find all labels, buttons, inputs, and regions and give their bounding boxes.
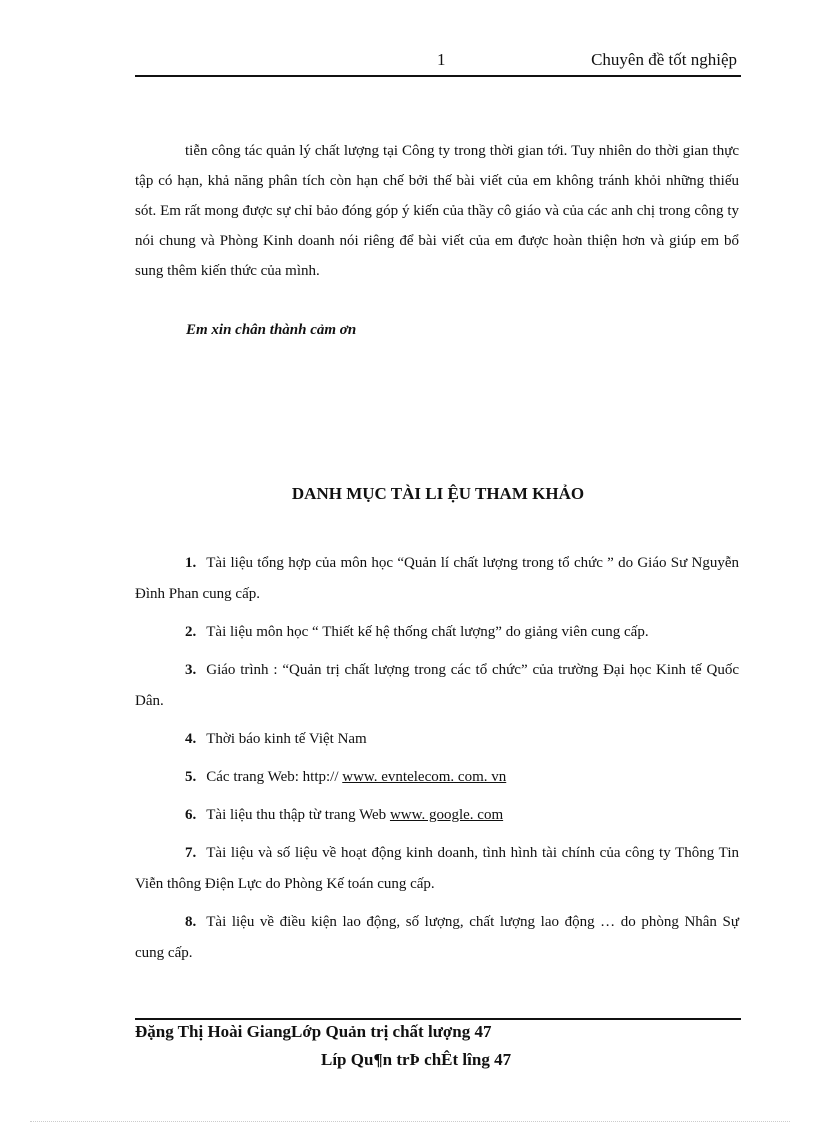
header-rule	[135, 75, 741, 77]
reference-item	[135, 838, 739, 900]
reference-number: 8.	[185, 914, 197, 930]
reference-text: Tài liệu và số liệu về hoạt động kinh doanh, tình hình tài chính của công ty Thông Tin Viễn thông Điện Lực do Phòng Kế toán cung cấp.	[135, 845, 739, 892]
google-link[interactable]: www. google. com	[389, 807, 504, 823]
reference-item	[135, 724, 739, 755]
reference-number: 4.	[185, 731, 197, 747]
reference-number: 5.	[185, 769, 197, 785]
thanks-line: Em xin chân thành cảm ơn	[186, 322, 357, 338]
page-bottom-divider	[30, 1121, 790, 1122]
reference-item	[135, 548, 739, 610]
reference-text: Tài liệu thu thập từ trang Web	[206, 807, 390, 823]
reference-text: Tài liệu tổng hợp của môn học “Quản lí chất lượng trong tổ chức ” do Giáo Sư Nguyễn Đình Phan cung cấp.	[135, 555, 739, 602]
reference-number: 2.	[185, 624, 197, 640]
footer-class-garbled: Líp Qu¶n trÞ chÊt lîng 47	[321, 1050, 512, 1069]
reference-text: Các trang Web: http://	[206, 769, 343, 785]
page-number: 1	[437, 50, 446, 69]
reference-text: Tài liệu môn học “ Thiết kế hệ thống chất lượng” do giảng viên cung cấp.	[206, 624, 649, 640]
footer-rule	[135, 1018, 741, 1020]
header-title: Chuyên đề tốt nghiệp	[591, 50, 737, 69]
intro-paragraph: tiễn công tác quản lý chất lượng tại Công ty trong thời gian tới. Tuy nhiên do thời gian thực tập có hạn, khả năng phân tích còn hạn chế bởi thế bài viết của em không tránh khỏi những thiếu sót. Em rất mong được sự chỉ bảo đóng góp ý kiến của thầy cô giáo và của các anh chị trong công ty nói chung và Phòng Kinh doanh nói riêng để bài viết của em được hoàn thiện hơn và giúp em bổ sung thêm kiến thức của mình.	[135, 143, 739, 279]
reference-text: Tài liệu về điều kiện lao động, số lượng, chất lượng lao động … do phòng Nhân Sự cung cấp.	[135, 914, 739, 961]
reference-item	[135, 907, 739, 969]
page-header	[135, 46, 741, 76]
evntelecom-link[interactable]: www. evntelecom. com. vn	[342, 769, 507, 785]
reference-number: 7.	[185, 845, 197, 861]
reference-number: 1.	[185, 555, 197, 571]
reference-item	[135, 617, 739, 648]
reference-item	[135, 800, 739, 831]
reference-number: 3.	[185, 662, 197, 678]
footer-author-class: Đặng Thị Hoài GiangLớp Quản trị chất lượng 47	[135, 1022, 492, 1041]
reference-number: 6.	[185, 807, 197, 823]
reference-text: Thời báo kinh tế Việt Nam	[206, 731, 367, 747]
reference-item	[135, 762, 739, 793]
references-title: DANH MỤC TÀI LI ỆU THAM KHẢO	[291, 484, 585, 503]
reference-text: Giáo trình : “Quản trị chất lượng trong các tổ chức” của trường Đại học Kinh tế Quốc Dân.	[135, 662, 739, 709]
reference-item	[135, 655, 739, 717]
references-list	[135, 548, 739, 976]
